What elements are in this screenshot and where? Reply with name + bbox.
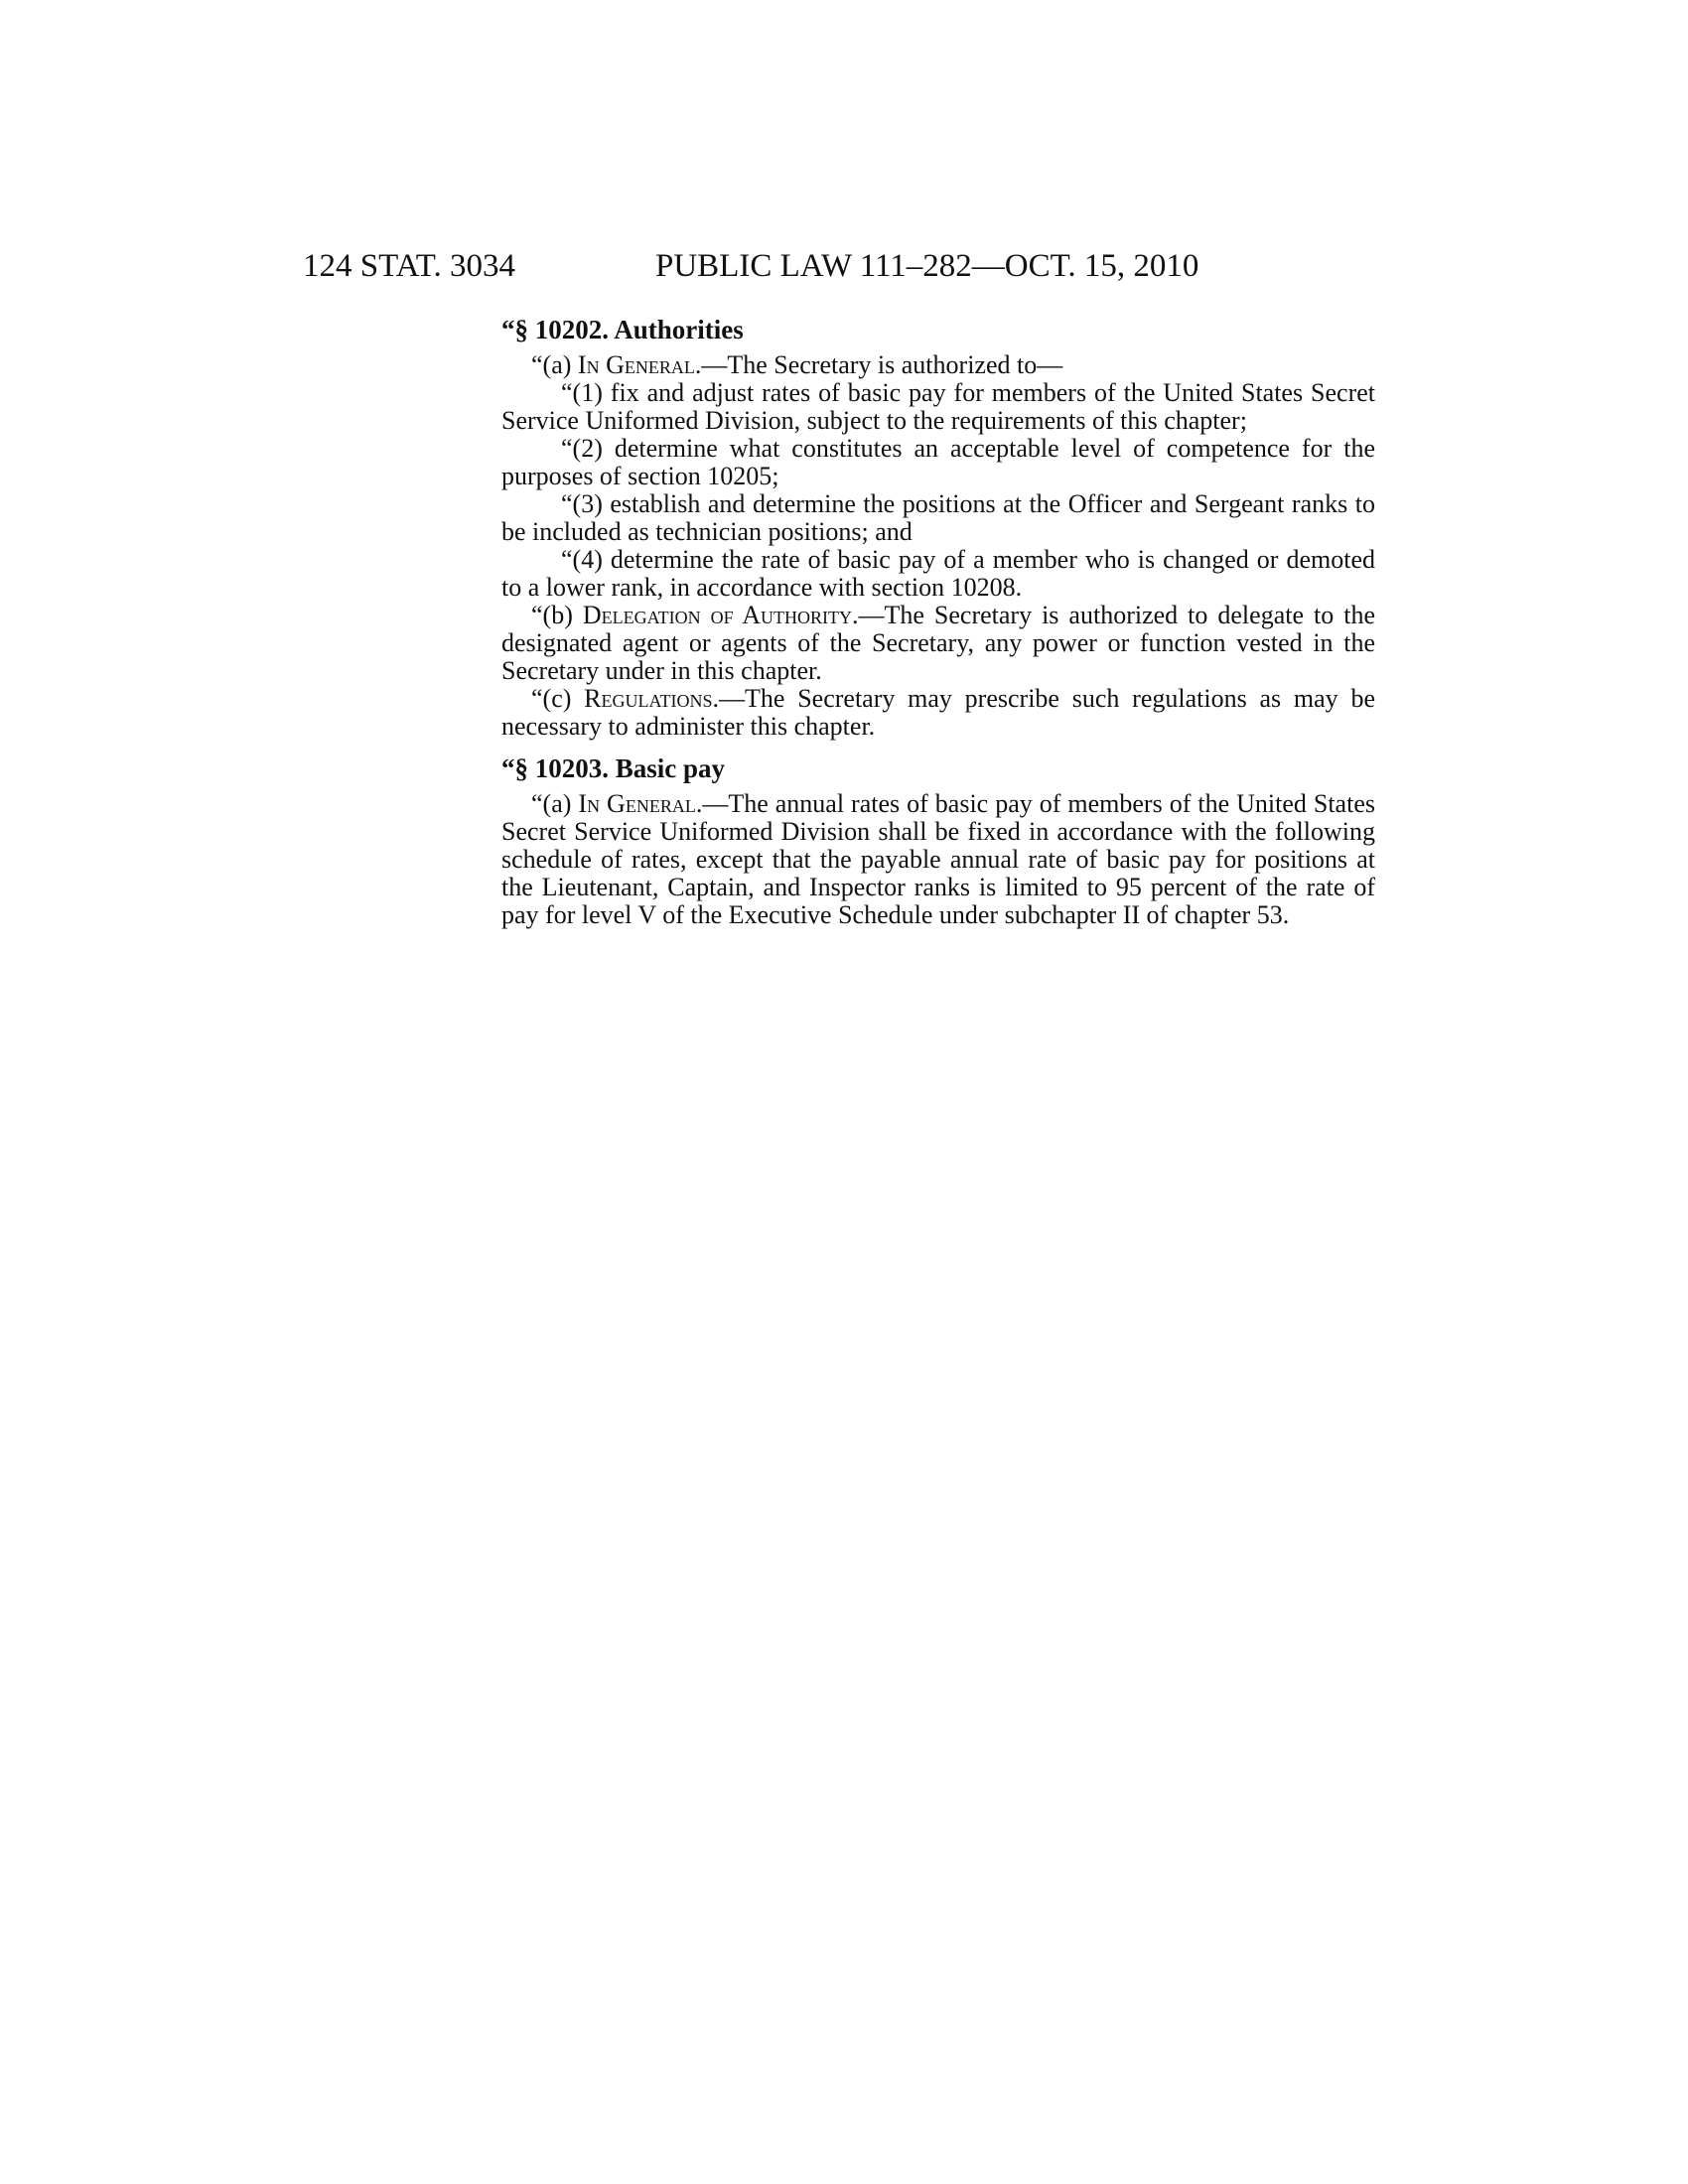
paragraph-3: “(3) establish and determine the positions at the Officer and Sergeant ranks to be included as technician positions; and xyxy=(501,489,1375,546)
paragraph-2: “(2) determine what constitutes an acceptable level of competence for the purposes of section 10205; xyxy=(501,434,1375,490)
subsection-text: .—The Secretary may prescribe such regulations as may be necessary to administer this chapter. xyxy=(501,684,1375,741)
subsection-prefix: “(a) xyxy=(531,350,578,379)
subsection-a-basic-pay xyxy=(501,790,1375,929)
page-header xyxy=(303,246,1222,286)
public-law-title: PUBLIC LAW 111–282—OCT. 15, 2010 xyxy=(655,248,1199,284)
stat-citation: 124 STAT. 3034 xyxy=(303,248,516,284)
subsection-caption: Regulations xyxy=(584,684,713,713)
section-heading-10202: “§ 10202. Authorities xyxy=(501,315,744,344)
subsection-text: .—The Secretary is authorized to delegate to the designated agent or agents of the Secretary, any power or function vested in the Secretary under in this chapter. xyxy=(501,601,1376,685)
subsection-prefix: “(a) xyxy=(531,789,579,818)
subsection-c-regulations xyxy=(501,685,1375,741)
subsection-prefix: “(c) xyxy=(531,684,585,713)
subsection-caption: Delegation of Authority xyxy=(582,601,852,629)
subsection-b-delegation xyxy=(501,602,1375,685)
subsection-caption: In General xyxy=(577,350,695,379)
subsection-text: .—The annual rates of basic pay of members of the United States Secret Service Uniformed Division shall be fixed in accordance with the following schedule of rates, except that the payable annual rate of basic pay for positions at the Lieutenant, Captain, and Inspector ranks is limited to 95 percent of the rate of pay for level V of the Executive Schedule under subchapter II of chapter 53. xyxy=(501,789,1375,929)
paragraph-4: “(4) determine the rate of basic pay of a member who is changed or demoted to a lower rank, in accordance with section 10208. xyxy=(501,545,1375,602)
subsection-prefix: “(b) xyxy=(531,601,583,629)
subsection-a-authorities xyxy=(501,351,1375,379)
paragraph-1: “(1) fix and adjust rates of basic pay for members of the United States Secret Service Uniformed Division, subject to the requirements of this chapter; xyxy=(501,378,1375,435)
subsection-caption: In General xyxy=(578,789,696,818)
document-body xyxy=(501,316,1375,929)
subsection-text: .—The Secretary is authorized to— xyxy=(694,350,1063,379)
section-heading-10203: “§ 10203. Basic pay xyxy=(501,753,726,783)
